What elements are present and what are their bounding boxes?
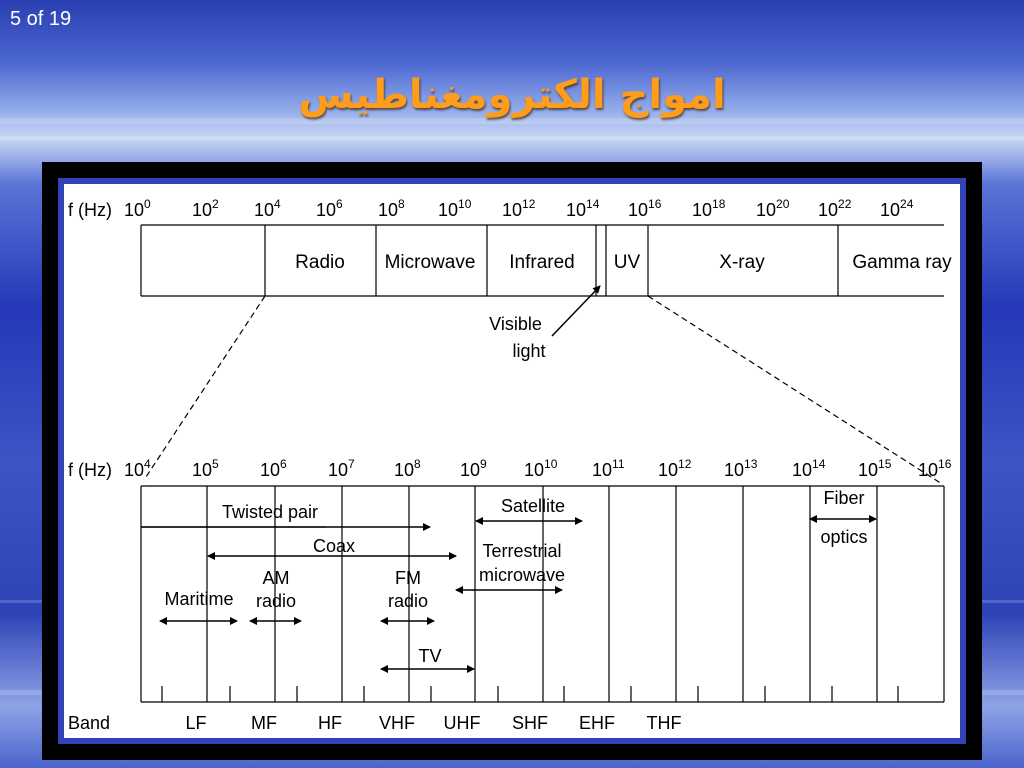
satellite-label: Satellite xyxy=(500,496,566,516)
band-infrared: Infrared xyxy=(509,252,575,273)
band-lf: LF xyxy=(185,713,207,733)
band-microwave: Microwave xyxy=(384,252,476,273)
detail-tick-1: $10^4$ xyxy=(124,457,151,480)
microwave-label: microwave xyxy=(478,565,566,585)
band-thf: THF xyxy=(646,713,682,733)
band-hf: HF xyxy=(318,713,342,733)
detail-tick-7: $10^{10}$ xyxy=(524,457,558,480)
spectrum-ticks xyxy=(124,197,914,220)
detail-tick-9: $10^{12}$ xyxy=(658,457,692,480)
band-xray: X-ray xyxy=(719,252,765,273)
spectrum-tick-2: $10^2$ xyxy=(192,197,219,220)
slide-title: امواج الكترومغناطيس xyxy=(298,72,726,118)
fm-radio-label: radio xyxy=(387,591,429,611)
band-axis-label: Band xyxy=(68,713,111,733)
detail-tick-3: $10^6$ xyxy=(260,457,287,480)
detail-tick-11: $10^{14}$ xyxy=(792,457,826,480)
terrestrial-label: Terrestrial xyxy=(482,541,562,561)
zoom-line-left xyxy=(144,296,265,480)
band-radio: Radio xyxy=(295,252,345,273)
spectrum-band-labels xyxy=(295,252,952,273)
detail-tick-5: $10^8$ xyxy=(394,457,421,480)
band-ehf: EHF xyxy=(579,713,615,733)
detail-tick-10: $10^{13}$ xyxy=(724,457,758,480)
spectrum-tick-11: $10^{20}$ xyxy=(756,197,790,220)
twisted-pair-label: Twisted pair xyxy=(221,502,319,522)
spectrum-tick-4: $10^6$ xyxy=(316,197,343,220)
maritime-label: Maritime xyxy=(164,589,234,609)
fm-label: FM xyxy=(395,568,421,588)
visible-light-arrow xyxy=(552,286,600,336)
band-vhf: VHF xyxy=(379,713,415,733)
spectrum-tick-3: $10^4$ xyxy=(254,197,281,220)
service-labels xyxy=(164,568,441,666)
band-names xyxy=(185,713,681,733)
detail-axis-label: f (Hz) xyxy=(68,460,112,480)
detail-tick-13: $10^{16}$ xyxy=(918,457,952,480)
coax-label: Coax xyxy=(312,536,356,556)
media-labels xyxy=(222,488,868,585)
detail-tick-4: $10^7$ xyxy=(328,457,355,480)
spectrum-tick-9: $10^{16}$ xyxy=(628,197,662,220)
am-label: AM xyxy=(262,568,290,588)
visible-light-label: Visible light xyxy=(489,314,546,361)
optics-label: optics xyxy=(820,527,868,547)
spectrum-tick-7: $10^{12}$ xyxy=(502,197,536,220)
spectrum-tick-13: $10^{24}$ xyxy=(880,197,914,220)
band-shf: SHF xyxy=(512,713,548,733)
detail-tick-8: $10^{11}$ xyxy=(592,457,625,480)
am-radio-label: radio xyxy=(255,591,297,611)
slide-counter: 5 of 19 xyxy=(10,8,72,30)
spectrum-axis-label: f (Hz) xyxy=(68,200,112,220)
spectrum-tick-1: $10^0$ xyxy=(124,197,151,220)
band-uhf: UHF xyxy=(443,713,481,733)
fiber-label: Fiber xyxy=(823,488,865,508)
detail-tick-2: $10^5$ xyxy=(192,457,219,480)
band-gamma-ray: Gamma ray xyxy=(852,252,952,273)
zoom-line-right xyxy=(648,296,942,484)
detail-tick-12: $10^{15}$ xyxy=(858,457,892,480)
spectrum-tick-8: $10^{14}$ xyxy=(566,197,600,220)
band-uv: UV xyxy=(613,252,641,273)
spectrum-diagram xyxy=(64,184,960,738)
spectrum-tick-10: $10^{18}$ xyxy=(692,197,726,220)
spectrum-tick-6: $10^{10}$ xyxy=(438,197,472,220)
spectrum-tick-5: $10^8$ xyxy=(378,197,405,220)
band-mf: MF xyxy=(251,713,277,733)
tv-label: TV xyxy=(418,646,442,666)
spectrum-tick-12: $10^{22}$ xyxy=(818,197,852,220)
detail-ticks xyxy=(124,457,952,480)
detail-tick-6: $10^9$ xyxy=(460,457,487,480)
